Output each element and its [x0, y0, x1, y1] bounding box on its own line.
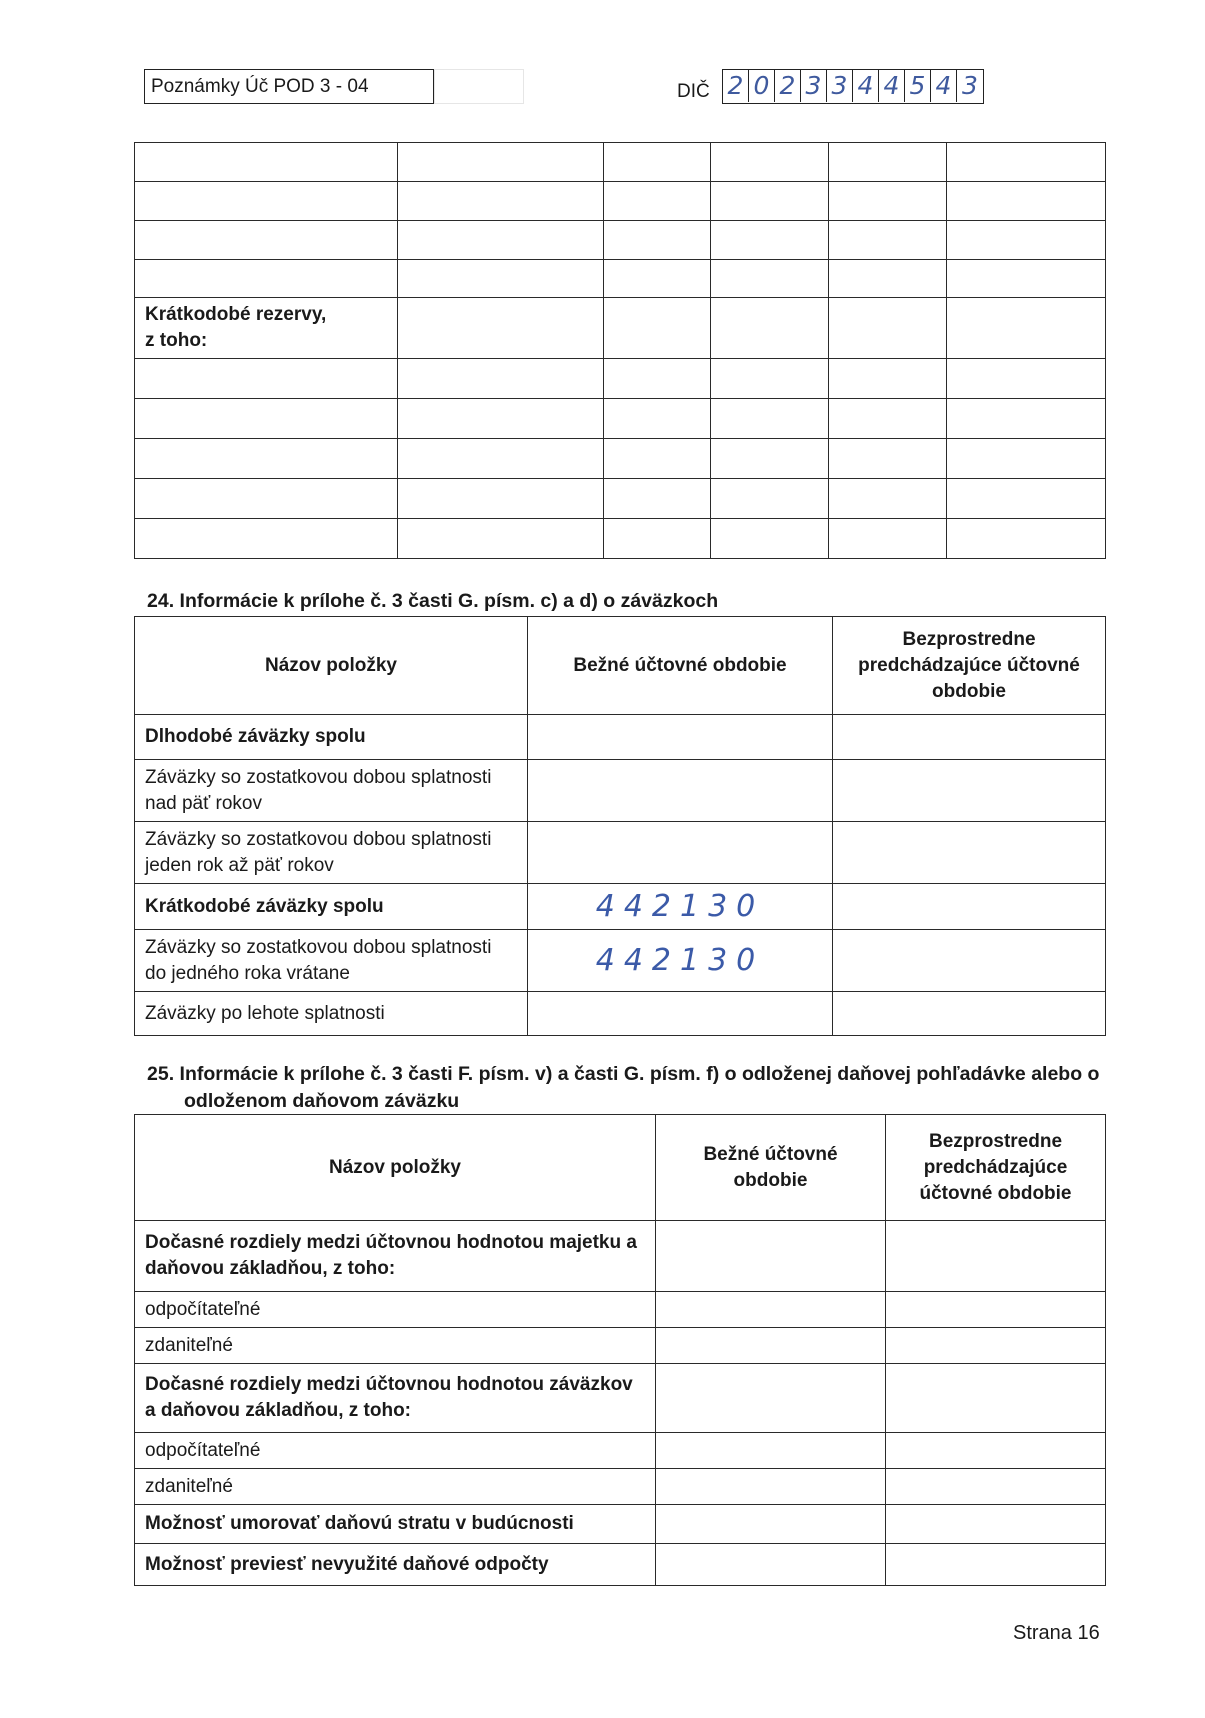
row-label: odpočítateľné [135, 1292, 656, 1328]
reserves-table [134, 142, 1106, 559]
table-cell[interactable] [711, 298, 829, 359]
table-cell[interactable] [947, 260, 1106, 298]
col-header-previous: Bezprostredne predchádzajúce účtovné obdobie [886, 1115, 1106, 1221]
table-row [135, 760, 1106, 822]
table-cell[interactable] [829, 182, 947, 221]
table-cell[interactable] [398, 298, 604, 359]
table-cell[interactable] [604, 260, 711, 298]
current-value[interactable] [656, 1328, 886, 1364]
table-cell[interactable] [829, 143, 947, 182]
table-cell[interactable] [711, 182, 829, 221]
row-label: zdaniteľné [135, 1328, 656, 1364]
previous-value[interactable] [886, 1364, 1106, 1433]
row-label: Dlhodobé záväzky spolu [135, 715, 528, 760]
previous-value[interactable] [833, 822, 1106, 884]
dic-digit: 3 [962, 71, 978, 100]
previous-value[interactable] [886, 1328, 1106, 1364]
col-header-name: Názov položky [135, 1115, 656, 1221]
table-cell[interactable] [398, 479, 604, 519]
previous-value[interactable] [833, 930, 1106, 992]
table-cell[interactable] [947, 143, 1106, 182]
table-row [135, 1292, 1106, 1328]
table-cell[interactable] [398, 221, 604, 260]
current-value[interactable] [656, 1364, 886, 1433]
table-cell[interactable] [947, 298, 1106, 359]
table-row [135, 1221, 1106, 1292]
table-cell[interactable] [398, 143, 604, 182]
current-value[interactable] [528, 760, 833, 822]
table-row [135, 1469, 1106, 1505]
table-row [135, 479, 1106, 519]
table-row [135, 298, 1106, 359]
row-label: odpočítateľné [135, 1433, 656, 1469]
current-value-handwritten[interactable]: 442130 [528, 930, 833, 992]
row-label: Možnosť umorovať daňovú stratu v budúcnosti [135, 1505, 656, 1544]
table-row [135, 143, 1106, 182]
table-cell [135, 221, 398, 260]
table-cell[interactable] [604, 221, 711, 260]
table-cell[interactable] [947, 221, 1106, 260]
table-row [135, 221, 1106, 260]
previous-value[interactable] [833, 884, 1106, 930]
table-cell [135, 519, 398, 559]
previous-value[interactable] [833, 760, 1106, 822]
table-cell[interactable] [604, 399, 711, 439]
previous-value[interactable] [886, 1469, 1106, 1505]
liabilities-table [134, 616, 1106, 1036]
table-cell[interactable] [398, 359, 604, 399]
current-value[interactable] [656, 1505, 886, 1544]
col-header-current: Bežné účtovné obdobie [656, 1115, 886, 1221]
form-title-box [144, 69, 434, 104]
current-value-handwritten[interactable]: 442130 [528, 884, 833, 930]
table-cell[interactable] [947, 439, 1106, 479]
current-value[interactable] [656, 1292, 886, 1328]
page-number: Strana 16 [1013, 1622, 1100, 1644]
table-row [135, 992, 1106, 1036]
table-cell [135, 182, 398, 221]
previous-value[interactable] [886, 1544, 1106, 1586]
col-header-current: Bežné účtovné obdobie [528, 617, 833, 715]
dic-digit: 3 [801, 70, 827, 102]
current-value[interactable] [528, 715, 833, 760]
previous-value[interactable] [886, 1221, 1106, 1292]
table-row [135, 884, 1106, 930]
table-row [135, 359, 1106, 399]
table-cell[interactable] [711, 479, 829, 519]
table-cell[interactable] [711, 399, 829, 439]
table-row [135, 399, 1106, 439]
table-cell[interactable] [604, 439, 711, 479]
table-cell[interactable] [711, 221, 829, 260]
table-row [135, 519, 1106, 559]
dic-digit: 4 [853, 70, 879, 102]
table-row [135, 182, 1106, 221]
dic-field[interactable] [722, 69, 984, 104]
dic-digit: 2 [775, 70, 801, 102]
row-label: Záväzky so zostatkovou dobou splatnosti jeden rok až päť rokov [135, 822, 528, 884]
table-cell [135, 260, 398, 298]
faded-box [434, 69, 524, 104]
table-cell[interactable] [604, 182, 711, 221]
table-cell [135, 399, 398, 439]
current-value[interactable] [656, 1221, 886, 1292]
section-25-title: 25. Informácie k prílohe č. 3 časti F. písm. v) a časti G. písm. f) o odloženej daňovej pohľadávke alebo o [147, 1063, 1100, 1085]
table-row [135, 930, 1106, 992]
table-cell[interactable] [398, 399, 604, 439]
table-cell[interactable] [711, 359, 829, 399]
previous-value[interactable] [833, 715, 1106, 760]
table-cell[interactable] [829, 298, 947, 359]
table-cell[interactable] [829, 439, 947, 479]
table-cell[interactable] [711, 439, 829, 479]
table-row [135, 1544, 1106, 1586]
table-cell[interactable] [711, 260, 829, 298]
col-header-name: Názov položky [135, 617, 528, 715]
current-value[interactable] [656, 1433, 886, 1469]
table-row [135, 439, 1106, 479]
table-cell[interactable] [829, 399, 947, 439]
table-cell [135, 359, 398, 399]
dic-digit: 2 [723, 70, 749, 102]
dic-digit: 4 [931, 70, 957, 102]
table-header-row [135, 1115, 1106, 1221]
dic-label: DIČ [677, 81, 710, 102]
current-value[interactable] [656, 1544, 886, 1586]
table-cell[interactable] [398, 182, 604, 221]
table-row [135, 260, 1106, 298]
section-24-title: 24. Informácie k prílohe č. 3 časti G. písm. c) a d) o záväzkoch [147, 590, 719, 612]
previous-value[interactable] [833, 992, 1106, 1036]
current-value[interactable] [528, 992, 833, 1036]
row-label: Záväzky so zostatkovou dobou splatnosti nad päť rokov [135, 760, 528, 822]
row-label: Záväzky so zostatkovou dobou splatnosti do jedného roka vrátane [135, 930, 528, 992]
dic-digit: 4 [879, 70, 905, 102]
row-label: zdaniteľné [135, 1469, 656, 1505]
table-cell[interactable] [947, 399, 1106, 439]
dic-digit: 0 [749, 70, 775, 102]
row-label: Krátkodobé záväzky spolu [135, 884, 528, 930]
table-cell[interactable] [947, 182, 1106, 221]
table-cell[interactable] [604, 519, 711, 559]
section-25-title-cont: odloženom daňovom záväzku [184, 1090, 460, 1112]
short-term-reserves-label: Krátkodobé rezervy, z toho: [135, 298, 398, 359]
table-row [135, 1328, 1106, 1364]
table-cell[interactable] [829, 519, 947, 559]
previous-value[interactable] [886, 1433, 1106, 1469]
current-value[interactable] [656, 1469, 886, 1505]
table-cell[interactable] [829, 359, 947, 399]
table-cell[interactable] [398, 519, 604, 559]
table-row [135, 1364, 1106, 1433]
table-cell [135, 439, 398, 479]
row-label: Dočasné rozdiely medzi účtovnou hodnotou majetku a daňovou základňou, z toho: [135, 1221, 656, 1292]
current-value[interactable] [528, 822, 833, 884]
table-cell[interactable] [947, 359, 1106, 399]
table-cell[interactable] [947, 519, 1106, 559]
table-header-row [135, 617, 1106, 715]
row-label: Možnosť previesť nevyužité daňové odpočty [135, 1544, 656, 1586]
col-header-previous: Bezprostredne predchádzajúce účtovné obdobie [833, 617, 1106, 715]
table-cell[interactable] [829, 221, 947, 260]
table-row [135, 1505, 1106, 1544]
table-cell[interactable] [398, 439, 604, 479]
table-row [135, 822, 1106, 884]
table-cell[interactable] [829, 479, 947, 519]
row-label: Dočasné rozdiely medzi účtovnou hodnotou záväzkov a daňovou základňou, z toho: [135, 1364, 656, 1433]
table-cell[interactable] [711, 143, 829, 182]
form-title: Poznámky Úč POD 3 - 04 [151, 76, 369, 97]
table-cell [135, 143, 398, 182]
table-row [135, 715, 1106, 760]
previous-value[interactable] [886, 1292, 1106, 1328]
dic-digit: 3 [827, 70, 853, 102]
table-cell[interactable] [604, 359, 711, 399]
table-cell[interactable] [604, 479, 711, 519]
table-cell [135, 479, 398, 519]
table-cell[interactable] [947, 479, 1106, 519]
table-cell[interactable] [604, 298, 711, 359]
table-cell[interactable] [829, 260, 947, 298]
row-label: Záväzky po lehote splatnosti [135, 992, 528, 1036]
table-cell[interactable] [604, 143, 711, 182]
deferred-tax-table [134, 1114, 1106, 1586]
table-cell[interactable] [711, 519, 829, 559]
dic-digit: 5 [905, 70, 931, 102]
table-row [135, 1433, 1106, 1469]
previous-value[interactable] [886, 1505, 1106, 1544]
table-cell[interactable] [398, 260, 604, 298]
